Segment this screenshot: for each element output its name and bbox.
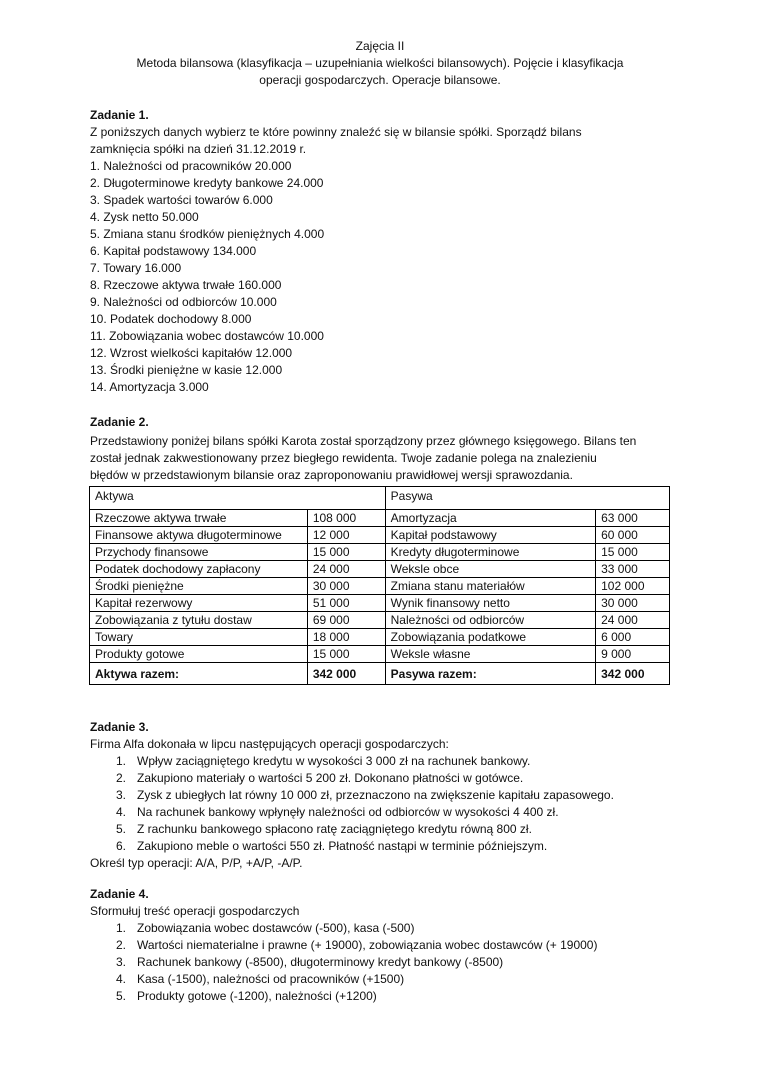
liability-value: 63 000	[596, 510, 670, 527]
document-header	[0, 38, 760, 89]
list-item: 6. Zakupiono meble o wartości 550 zł. Płatność nastąpi w terminie późniejszym.	[116, 839, 548, 853]
assets-total-value: 342 000	[307, 663, 385, 685]
task-1-item: 3. Spadek wartości towarów 6.000	[90, 193, 273, 207]
task-1-item: 10. Podatek dochodowy 8.000	[90, 312, 252, 326]
liability-value: 60 000	[596, 527, 670, 544]
asset-value: 12 000	[307, 527, 385, 544]
list-item: 5. Z rachunku bankowego spłacono ratę zaciągniętego kredytu równą 800 zł.	[116, 822, 532, 836]
table-row	[90, 578, 670, 595]
asset-name: Towary	[90, 629, 308, 646]
liability-name: Zobowiązania podatkowe	[385, 629, 595, 646]
liability-name: Kapitał podstawowy	[385, 527, 595, 544]
task-4-intro: Sformułuj treść operacji gospodarczych	[90, 904, 300, 918]
task-2-intro-line-1: Przedstawiony poniżej bilans spółki Karota został sporządzony przez głównego księgowego. Bilans ten	[90, 434, 637, 448]
list-item: 4. Na rachunek bankowy wpłynęły należności od odbiorców w wysokości 4 400 zł.	[116, 805, 559, 819]
topic-line-2: operacji gospodarczych. Operacje bilansowe.	[259, 73, 501, 87]
list-item: 2. Zakupiono materiały o wartości 5 200 zł. Dokonano płatności w gotówce.	[116, 771, 524, 785]
balance-sheet-table	[89, 486, 670, 685]
list-item: 4. Kasa (-1500), należności od pracowników (+1500)	[116, 972, 405, 986]
balance-header-row	[90, 487, 670, 510]
task-1-item: 12. Wzrost wielkości kapitałów 12.000	[90, 346, 293, 360]
asset-name: Kapitał rezerwowy	[90, 595, 308, 612]
balance-total-row	[90, 663, 670, 685]
table-row	[90, 646, 670, 663]
table-row	[90, 510, 670, 527]
liability-name: Należności od odbiorców	[385, 612, 595, 629]
asset-value: 18 000	[307, 629, 385, 646]
task-3-list	[90, 753, 614, 855]
liabilities-total-label: Pasywa razem:	[385, 663, 595, 685]
asset-value: 108 000	[307, 510, 385, 527]
task-2-intro-line-3: błędów w przedstawionym bilansie oraz zaproponowaniu prawidłowej wersji sprawozdania.	[90, 468, 573, 482]
task-1-item: 5. Zmiana stanu środków pieniężnych 4.000	[90, 227, 325, 241]
asset-name: Przychody finansowe	[90, 544, 308, 561]
task-4-list	[90, 920, 597, 1005]
session-title: Zajęcia II	[355, 39, 405, 53]
task-1-item: 9. Należności od odbiorców 10.000	[90, 295, 277, 309]
liability-value: 9 000	[596, 646, 670, 663]
list-item: 1. Zobowiązania wobec dostawców (-500), kasa (-500)	[116, 921, 415, 935]
liability-name: Amortyzacja	[385, 510, 595, 527]
task-1-item: 7. Towary 16.000	[90, 261, 182, 275]
list-item: 5. Produkty gotowe (-1200), należności (+1200)	[116, 989, 377, 1003]
table-row	[90, 595, 670, 612]
task-1-item: 14. Amortyzacja 3.000	[90, 380, 209, 394]
liability-value: 24 000	[596, 612, 670, 629]
list-item: 3. Rachunek bankowy (-8500), długoterminowy kredyt bankowy (-8500)	[116, 955, 504, 969]
task-1-title: Zadanie 1.	[90, 108, 149, 122]
liability-value: 102 000	[596, 578, 670, 595]
task-1-item: 2. Długoterminowe kredyty bankowe 24.000	[90, 176, 324, 190]
task-1-item: 13. Środki pieniężne w kasie 12.000	[90, 363, 283, 377]
liability-name: Zmiana stanu materiałów	[385, 578, 595, 595]
task-4-title: Zadanie 4.	[90, 887, 149, 901]
task-3-title: Zadanie 3.	[90, 720, 149, 734]
task-2	[90, 414, 636, 484]
liability-value: 6 000	[596, 629, 670, 646]
task-3-intro: Firma Alfa dokonała w lipcu następujących operacji gospodarczych:	[90, 737, 449, 751]
table-row	[90, 629, 670, 646]
asset-value: 69 000	[307, 612, 385, 629]
asset-name: Zobowiązania z tytułu dostaw	[90, 612, 308, 629]
assets-header: Aktywa	[90, 487, 386, 510]
asset-name: Produkty gotowe	[90, 646, 308, 663]
topic-line-1: Metoda bilansowa (klasyfikacja – uzupełniania wielkości bilansowych). Pojęcie i klasyfikacja	[136, 56, 624, 70]
task-1-item: 1. Należności od pracowników 20.000	[90, 159, 292, 173]
task-1-intro-line-1: Z poniższych danych wybierz te które powinny znaleźć się w bilansie spółki. Sporządź bilans	[90, 125, 582, 139]
liability-name: Wynik finansowy netto	[385, 595, 595, 612]
liabilities-header: Pasywa	[385, 487, 669, 510]
asset-value: 30 000	[307, 578, 385, 595]
task-3	[90, 719, 614, 872]
asset-name: Rzeczowe aktywa trwałe	[90, 510, 308, 527]
list-item: 1. Wpływ zaciągniętego kredytu w wysokości 3 000 zł na rachunek bankowy.	[116, 754, 531, 768]
liability-value: 33 000	[596, 561, 670, 578]
liability-value: 15 000	[596, 544, 670, 561]
task-2-title: Zadanie 2.	[90, 415, 149, 429]
task-1	[90, 107, 582, 396]
table-row	[90, 527, 670, 544]
asset-value: 24 000	[307, 561, 385, 578]
list-item: 2. Wartości niematerialne i prawne (+ 19000), zobowiązania wobec dostawców (+ 19000)	[116, 938, 598, 952]
task-4	[90, 886, 597, 1005]
asset-value: 15 000	[307, 646, 385, 663]
asset-value: 51 000	[307, 595, 385, 612]
table-row	[90, 561, 670, 578]
task-1-item: 8. Rzeczowe aktywa trwałe 160.000	[90, 278, 282, 292]
task-1-item: 6. Kapitał podstawowy 134.000	[90, 244, 257, 258]
task-1-intro-line-2: zamknięcia spółki na dzień 31.12.2019 r.	[90, 142, 307, 156]
liability-value: 30 000	[596, 595, 670, 612]
task-1-item: 4. Zysk netto 50.000	[90, 210, 199, 224]
task-3-outro: Określ typ operacji: A/A, P/P, +A/P, -A/P.	[90, 856, 303, 870]
assets-total-label: Aktywa razem:	[90, 663, 308, 685]
asset-name: Podatek dochodowy zapłacony	[90, 561, 308, 578]
asset-name: Środki pieniężne	[90, 578, 308, 595]
asset-name: Finansowe aktywa długoterminowe	[90, 527, 308, 544]
liability-name: Kredyty długoterminowe	[385, 544, 595, 561]
list-item: 3. Zysk z ubiegłych lat równy 10 000 zł, przeznaczono na zwiększenie kapitału zapasowego.	[116, 788, 614, 802]
task-1-item: 11. Zobowiązania wobec dostawców 10.000	[90, 329, 324, 343]
liability-name: Weksle własne	[385, 646, 595, 663]
liabilities-total-value: 342 000	[596, 663, 670, 685]
table-row	[90, 544, 670, 561]
liability-name: Weksle obce	[385, 561, 595, 578]
task-2-intro-line-2: został jednak zakwestionowany przez biegłego rewidenta. Twoje zadanie polega na znalezieniu	[90, 451, 597, 465]
asset-value: 15 000	[307, 544, 385, 561]
table-row	[90, 612, 670, 629]
